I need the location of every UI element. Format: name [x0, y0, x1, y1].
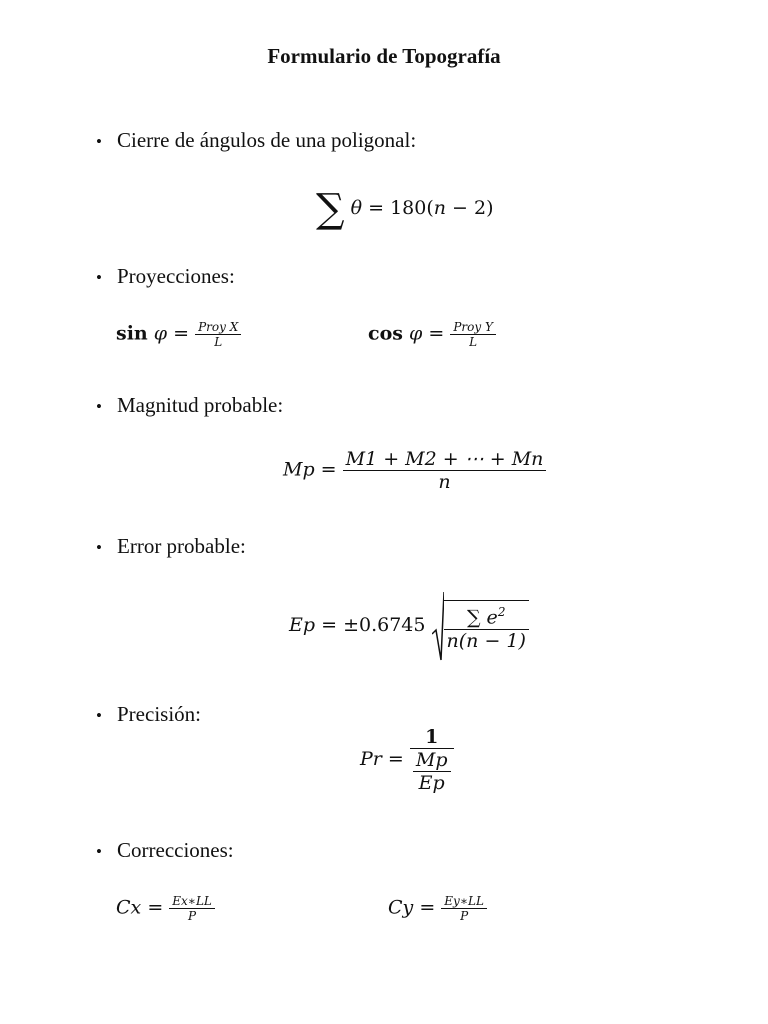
numerator: Ex∗LL [172, 894, 212, 908]
denominator: P [441, 908, 487, 923]
formula-lhs: Mp [283, 458, 315, 481]
formula-rest: − 2) [446, 197, 494, 219]
numerator: Ey∗LL [444, 894, 484, 908]
theta-symbol: θ [350, 197, 363, 219]
fraction [195, 320, 241, 349]
bullet: • [96, 132, 102, 151]
denominator: L [450, 334, 496, 349]
numerator: 1 [425, 726, 439, 748]
equals: = [428, 322, 445, 345]
fraction [441, 894, 487, 923]
nested-denominator: Ep [413, 771, 451, 794]
fraction [450, 320, 496, 349]
section-heading-error [96, 534, 246, 559]
phi-symbol: φ [153, 322, 168, 345]
bullet: • [96, 538, 102, 557]
formula-angle-closure [316, 186, 494, 232]
numerator [444, 605, 529, 628]
denominator: P [169, 908, 215, 923]
formula-sin-projection [116, 320, 241, 349]
denominator: n [343, 470, 547, 493]
numerator: Proy Y [453, 320, 493, 334]
sum-symbol: ∑ [316, 186, 345, 232]
nested-fraction [413, 749, 451, 794]
coefficient: ±0.6745 [343, 614, 426, 636]
equals: = [320, 458, 337, 481]
section-heading-label: Correcciones: [117, 838, 234, 862]
equals: = [419, 896, 436, 919]
denominator: n(n − 1) [444, 629, 529, 652]
square-root [432, 590, 529, 662]
phi-symbol: φ [409, 322, 423, 345]
formula-correction-y [388, 894, 487, 923]
bullet: • [96, 842, 102, 861]
denominator: L [195, 334, 241, 349]
formula-precision [360, 726, 454, 794]
section-heading-label: Cierre de ángulos de una poligonal: [117, 128, 417, 152]
equals: = [173, 322, 190, 345]
page-title: Formulario de Topografía [267, 44, 501, 68]
section-heading-label: Error probable: [117, 534, 246, 558]
formula-correction-x [116, 894, 215, 923]
section-heading-label: Precisión: [117, 702, 201, 726]
fraction [444, 600, 529, 651]
formula-cos-projection [368, 320, 496, 349]
sin-fn: sin [116, 322, 148, 345]
section-heading-precision [96, 702, 201, 727]
formula-lhs: Cy [388, 896, 414, 919]
fraction [343, 448, 547, 493]
exponent: 2 [497, 605, 506, 620]
section-heading-label: Magnitud probable: [117, 393, 284, 417]
formula-n: n [433, 197, 446, 219]
bullet: • [96, 268, 102, 287]
nested-numerator: Mp [415, 749, 448, 771]
sum-of-squares: ∑ e [466, 606, 498, 629]
fraction [169, 894, 215, 923]
denominator [410, 748, 454, 794]
radical-sign-icon [432, 590, 444, 662]
numerator: Proy X [198, 320, 239, 334]
formula-probable-error [289, 590, 529, 662]
equals: = [147, 896, 164, 919]
formula-lhs: Pr [360, 748, 382, 770]
equals: = [387, 748, 404, 770]
formula-lhs: Cx [116, 896, 142, 919]
cos-fn: cos [368, 322, 403, 345]
bullet: • [96, 397, 102, 416]
section-heading-angles [96, 128, 416, 153]
section-heading-corrections [96, 838, 234, 863]
section-heading-label: Proyecciones: [117, 264, 235, 288]
section-heading-projections [96, 264, 235, 289]
section-heading-magnitude [96, 393, 283, 418]
bullet: • [96, 706, 102, 725]
formula-rhs: = 180( [368, 197, 434, 219]
numerator: M1 + M2 + ⋯ + Mn [345, 448, 544, 470]
formula-lhs: Ep [289, 614, 316, 636]
equals: = [321, 614, 338, 636]
formula-probable-magnitude [283, 448, 546, 493]
fraction [410, 726, 454, 794]
